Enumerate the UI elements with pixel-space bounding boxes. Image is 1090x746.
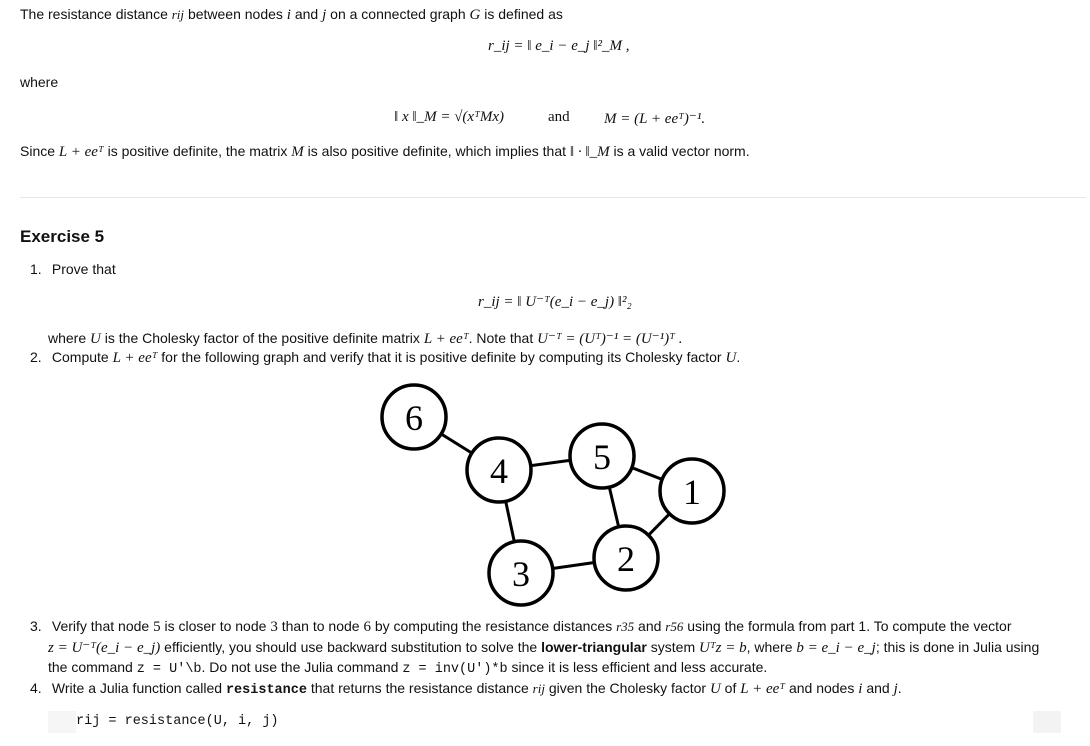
math-z: z = U⁻ᵀ(e_i − e_j) <box>48 640 161 656</box>
math-i: i <box>858 681 863 697</box>
item-text: . Note that <box>468 330 534 346</box>
code-block <box>48 710 1061 736</box>
math-b: b = e_i − e_j <box>796 640 876 656</box>
graph-node-label: 3 <box>512 554 530 594</box>
equation-M: M = (L + eeᵀ)⁻¹. <box>604 111 706 127</box>
intro-text: and <box>294 6 319 22</box>
intro-text: The resistance distance <box>20 6 168 22</box>
graph-node-label: 6 <box>405 398 423 438</box>
math-UTz: Uᵀz = b <box>699 640 747 656</box>
math-r35: r35 <box>616 619 635 634</box>
item-text: efficiently, you should use backward substitution to solve the <box>164 639 538 655</box>
intro-text: is defined as <box>484 6 563 22</box>
equation-cholesky: r_ij = ‖ U⁻ᵀ(e_i − e_j) ‖²₂ <box>478 294 632 310</box>
item-text: . Do not use the Julia command <box>201 659 399 675</box>
item-text: the command <box>48 659 133 675</box>
item-text: of <box>724 680 737 696</box>
item-bold-text: lower-triangular <box>541 639 647 655</box>
math-LeeT: L + eeᵀ <box>740 681 786 697</box>
item-text: Compute <box>51 349 109 365</box>
item-text: than to node <box>281 618 360 634</box>
math-6: 6 <box>363 619 371 635</box>
graph-figure <box>370 380 740 616</box>
intro-line-1 <box>20 6 563 24</box>
math-rij: rij <box>532 681 545 696</box>
list-item-3-line-3 <box>48 659 767 677</box>
intro-text: Since <box>20 143 56 159</box>
item-text: using the formula from part 1. To compute the vector <box>687 618 1012 634</box>
equation-and: and <box>548 109 570 125</box>
list-number: 3. <box>30 618 42 634</box>
math-j: j <box>322 7 327 23</box>
intro-text: between nodes <box>187 6 283 22</box>
math-M: M <box>291 144 304 160</box>
math-3: 3 <box>270 619 278 635</box>
math-U: U <box>709 681 721 697</box>
item-text: ; this is done in Julia using <box>875 639 1040 655</box>
inline-code: z = U'\b <box>136 662 202 677</box>
list-item-2 <box>30 349 740 367</box>
intro-text: is a valid vector norm. <box>613 143 750 159</box>
math-LeeT: L + eeᵀ <box>58 144 104 160</box>
math-G: G <box>469 7 481 23</box>
graph-node-label: 1 <box>683 472 701 512</box>
item-text: by computing the resistance distances <box>374 618 613 634</box>
item-text: that returns the resistance distance <box>310 680 529 696</box>
list-item-1-where <box>48 329 682 348</box>
copy-code-button[interactable] <box>1033 711 1061 733</box>
list-item-3-line-2 <box>48 638 1039 657</box>
item-text: and nodes <box>788 680 855 696</box>
intro-line-3 <box>20 143 750 161</box>
intro-text: is also positive definite, which implies that <box>307 143 566 159</box>
math-U: U <box>90 331 101 347</box>
math-UinvT: U⁻ᵀ = (Uᵀ)⁻¹ = (U⁻¹)ᵀ . <box>537 331 683 347</box>
graph-node-label: 5 <box>593 437 611 477</box>
exercise-title: Exercise 5 <box>20 227 105 246</box>
math-LeeT: L + eeᵀ <box>112 350 158 366</box>
item-text: . <box>736 349 741 365</box>
math-5: 5 <box>153 619 161 635</box>
item-text: is the Cholesky factor of the positive definite matrix <box>104 330 420 346</box>
list-number: 1. <box>30 261 42 277</box>
item-text: Prove that <box>51 261 116 277</box>
intro-text: on a connected graph <box>330 6 466 22</box>
section-divider <box>20 197 1086 198</box>
item-text: and <box>866 680 890 696</box>
math-rij: rij <box>171 7 185 22</box>
math-U: U <box>725 350 737 366</box>
graph-node-label: 2 <box>617 539 635 579</box>
math-j: j <box>893 681 898 697</box>
list-item-3 <box>30 618 1012 636</box>
code-line: rij = resistance(U, i, j) <box>76 714 279 729</box>
item-text: for the following graph and verify that it is positive definite by computing its Cholesky factor <box>161 349 722 365</box>
math-LeeT: L + eeᵀ <box>423 331 469 347</box>
equation-rij: r_ij = ‖ e_i − e_j ‖²_M , <box>488 38 630 54</box>
list-item-1 <box>30 261 116 277</box>
item-text: and <box>638 618 662 634</box>
math-i: i <box>286 7 291 23</box>
item-text: where <box>48 330 87 346</box>
item-text: , where <box>746 639 793 655</box>
item-text: is closer to node <box>164 618 267 634</box>
graph-node-label: 4 <box>490 451 508 491</box>
list-number: 2. <box>30 349 42 365</box>
math-norm: ‖ · ‖_M <box>569 144 610 160</box>
inline-code: z = inv(U')*b <box>402 662 508 677</box>
intro-text: is positive definite, the matrix <box>107 143 288 159</box>
list-number: 4. <box>30 680 42 696</box>
item-text: given the Cholesky factor <box>548 680 707 696</box>
math-r56: r56 <box>665 619 684 634</box>
inline-code: resistance <box>225 683 307 698</box>
equation-norm: ‖ x ‖_M = √(xᵀMx) <box>394 109 505 125</box>
item-text: Write a Julia function called <box>51 680 223 696</box>
list-item-4 <box>30 680 902 698</box>
where-label: where <box>20 74 59 90</box>
item-text: Verify that node <box>51 618 150 634</box>
item-text: since it is less efficient and less accurate. <box>511 659 768 675</box>
item-text: system <box>650 639 696 655</box>
item-text: . <box>897 680 902 696</box>
code-gutter <box>48 711 76 733</box>
